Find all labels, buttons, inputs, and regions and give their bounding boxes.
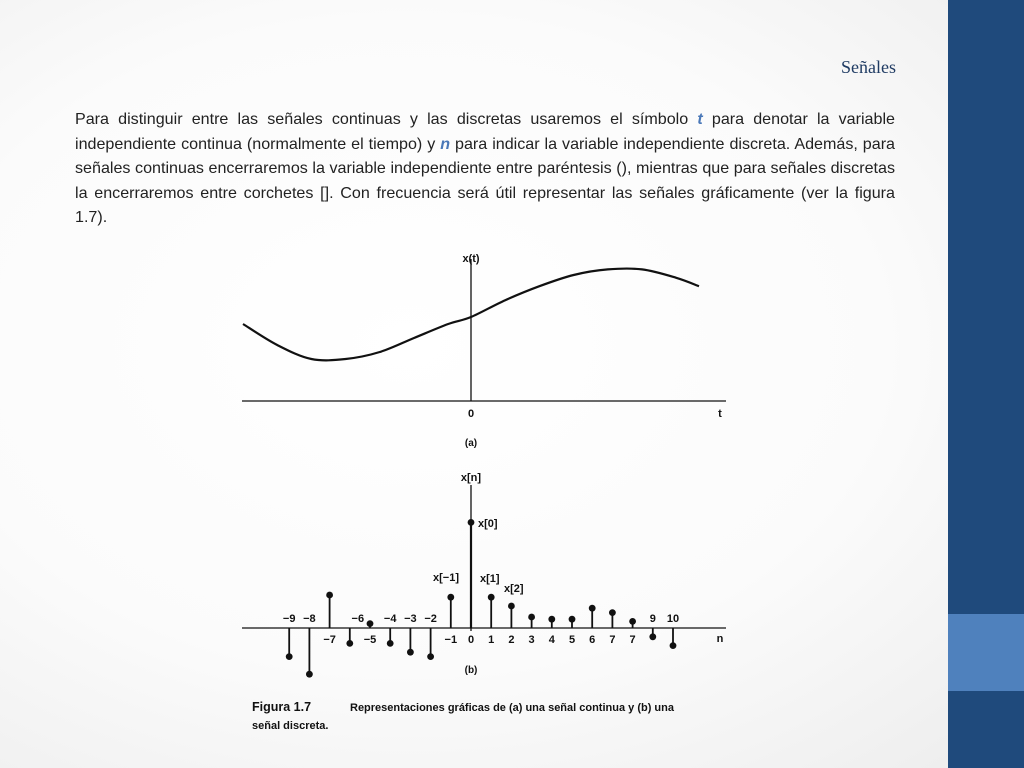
stem-point [548, 616, 555, 623]
figure-caption-label: Figura 1.7 [252, 700, 312, 714]
panel-b-xlabel: n [716, 633, 724, 645]
stem-point [670, 642, 677, 649]
paragraph-text-3: para indicar la variable independiente discreta. Además, para señales continuas encerraremos la variable independiente entre paréntesis (), mientras que para señales discretas la encerraremos entre corchetes []. Con frecuencia será útil representar las señales gráficamente (ver la figura 1.7). [75, 134, 896, 226]
paragraph-text-1: Para distinguir entre las señales continuas y las discretas usaremos el símbolo [75, 110, 698, 128]
stem-n-1 [488, 594, 495, 628]
stem-n-6 [589, 605, 596, 628]
stem-point [629, 618, 636, 625]
figure-1-7 [230, 245, 730, 745]
stem-point [306, 671, 313, 678]
stem-point [528, 614, 535, 621]
stem-n-10 [670, 628, 677, 649]
tick-label-n: 1 [488, 634, 495, 646]
stem-n--6 [346, 628, 353, 647]
stem-point [286, 653, 293, 660]
panel-a-origin-label: 0 [467, 408, 475, 420]
tick-label-n: 6 [589, 634, 596, 646]
stem-point [427, 653, 434, 660]
symbol-t: t [697, 110, 703, 128]
stem-point [326, 592, 333, 599]
tick-label-n: −7 [323, 634, 336, 646]
stem-n-7 [609, 609, 616, 628]
tick-label-n: 10 [666, 613, 680, 625]
stem-n-8 [629, 618, 636, 628]
annotation-x0: x[0] [478, 518, 498, 530]
stem-n-9 [649, 628, 656, 640]
stem-point [447, 594, 454, 601]
stem-point [346, 640, 353, 647]
tick-label-n: −8 [303, 613, 316, 625]
stem-point [589, 605, 596, 612]
annotation-x2: x[2] [504, 583, 524, 595]
discrete-signal-stems [286, 519, 680, 678]
stem-n-2 [508, 603, 515, 628]
panel-a-ylabel: x(t) [462, 253, 480, 265]
tick-label-n: 0 [467, 634, 475, 646]
tick-label-n: 9 [649, 613, 656, 625]
stem-point [387, 640, 394, 647]
tick-label-n: −5 [363, 634, 377, 646]
panel-b-label: (b) [464, 665, 478, 676]
annotation-x-minus-1: x[−1] [433, 572, 459, 584]
discrete-tick-labels [283, 613, 679, 646]
stem-n--3 [407, 628, 414, 656]
tick-label-n: −2 [424, 613, 437, 625]
sidebar-accent [948, 614, 1024, 691]
panel-a-label: (a) [464, 438, 478, 449]
stem-n-3 [528, 614, 535, 628]
stem-n--1 [447, 594, 454, 628]
stem-n-5 [569, 616, 576, 628]
figure-caption-line2: señal discreta. [252, 720, 329, 732]
paragraph-text-2: para denotar la variable independiente continua (normalmente el tiempo) y [75, 110, 895, 153]
symbol-n: n [440, 134, 451, 153]
tick-label-n: −3 [404, 613, 417, 625]
stem-n--7 [326, 592, 333, 628]
figure-caption-line1: Representaciones gráficas de (a) una señal continua y (b) una [350, 702, 674, 714]
stem-n--9 [286, 628, 293, 660]
tick-label-n: 5 [568, 634, 576, 646]
body-paragraph [75, 107, 895, 230]
stem-n--2 [427, 628, 434, 660]
stem-n-4 [548, 616, 555, 628]
panel-a-xlabel: t [718, 408, 722, 420]
tick-label-n: 7 [629, 634, 636, 646]
tick-label-n: 7 [609, 634, 616, 646]
tick-label-n: −1 [444, 634, 458, 646]
stem-n-0 [468, 519, 475, 628]
panel-b-ylabel: x[n] [460, 472, 482, 484]
stem-n--5 [367, 620, 374, 628]
stem-n--4 [387, 628, 394, 647]
stem-point [569, 616, 576, 623]
stem-point [407, 649, 414, 656]
tick-label-n: 3 [528, 634, 535, 646]
slide-title: Señales [841, 57, 896, 77]
tick-label-n: −4 [383, 613, 397, 625]
stem-point [468, 519, 475, 526]
stem-point [367, 620, 374, 627]
figure-svg [230, 245, 730, 745]
tick-label-n: −6 [351, 613, 365, 625]
annotation-x1: x[1] [480, 573, 500, 585]
stem-point [508, 603, 515, 610]
stem-point [649, 633, 656, 640]
stem-n--8 [306, 628, 313, 678]
tick-label-n: 2 [508, 634, 515, 646]
stem-point [488, 594, 495, 601]
tick-label-n: −9 [282, 613, 296, 625]
tick-label-n: 4 [548, 634, 555, 646]
stem-point [609, 609, 616, 616]
